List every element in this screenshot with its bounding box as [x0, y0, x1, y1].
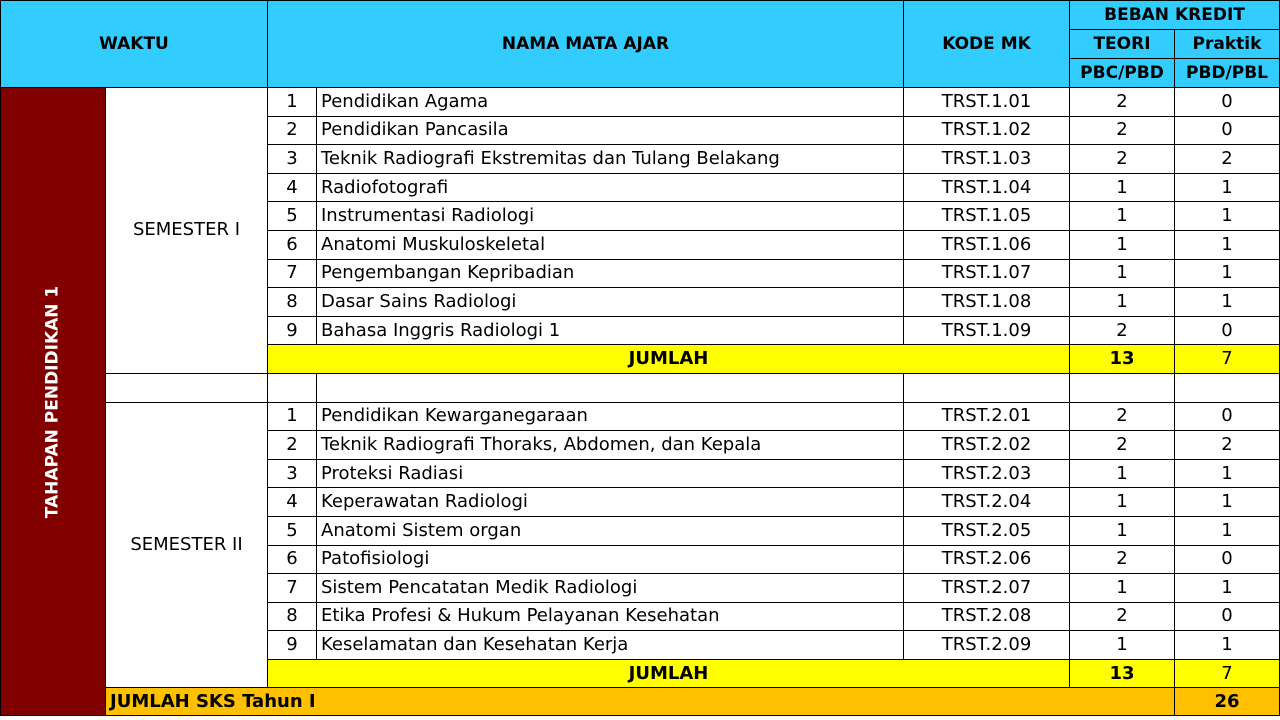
- row-number: 3: [268, 459, 317, 488]
- course-code: TRST.1.05: [904, 202, 1070, 231]
- jumlah-praktik: 7: [1175, 659, 1280, 688]
- praktik-value: 1: [1175, 516, 1280, 545]
- teori-value: 1: [1070, 516, 1175, 545]
- row-number: 2: [268, 116, 317, 145]
- course-code: TRST.1.07: [904, 259, 1070, 288]
- row-number: 4: [268, 488, 317, 517]
- course-name: Pendidikan Kewarganegaraan: [317, 402, 904, 431]
- praktik-value: 1: [1175, 488, 1280, 517]
- row-number: 4: [268, 173, 317, 202]
- teori-value: 2: [1070, 602, 1175, 631]
- row-number: 5: [268, 202, 317, 231]
- teori-value: 1: [1070, 202, 1175, 231]
- course-name: Sistem Pencatatan Medik Radiologi: [317, 574, 904, 603]
- row-number: 5: [268, 516, 317, 545]
- course-code: TRST.1.09: [904, 316, 1070, 345]
- course-name: Keperawatan Radiologi: [317, 488, 904, 517]
- course-name: Instrumentasi Radiologi: [317, 202, 904, 231]
- teori-value: 1: [1070, 173, 1175, 202]
- teori-value: 1: [1070, 459, 1175, 488]
- teori-value: 2: [1070, 116, 1175, 145]
- praktik-value: 1: [1175, 259, 1280, 288]
- jumlah-label: JUMLAH: [268, 659, 1070, 688]
- tahapan-cell: [1, 88, 106, 716]
- course-name: Anatomi Sistem organ: [317, 516, 904, 545]
- tahapan-label: TAHAPAN PENDIDIKAN 1: [42, 285, 63, 518]
- praktik-value: 0: [1175, 316, 1280, 345]
- empty-cell: [317, 373, 904, 402]
- praktik-value: 0: [1175, 602, 1280, 631]
- praktik-value: 0: [1175, 545, 1280, 574]
- course-name: Keselamatan dan Kesehatan Kerja: [317, 631, 904, 660]
- course-code: TRST.2.02: [904, 431, 1070, 460]
- teori-value: 2: [1070, 88, 1175, 117]
- course-code: TRST.2.03: [904, 459, 1070, 488]
- praktik-value: 2: [1175, 431, 1280, 460]
- empty-cell: [1175, 373, 1280, 402]
- praktik-value: 0: [1175, 402, 1280, 431]
- row-number: 6: [268, 230, 317, 259]
- teori-value: 2: [1070, 431, 1175, 460]
- teori-value: 2: [1070, 145, 1175, 174]
- praktik-value: 2: [1175, 145, 1280, 174]
- teori-value: 1: [1070, 631, 1175, 660]
- row-number: 1: [268, 402, 317, 431]
- table-row: [1, 88, 1280, 117]
- course-code: TRST.1.02: [904, 116, 1070, 145]
- course-code: TRST.2.06: [904, 545, 1070, 574]
- header-praktik-sub: PBD/PBL: [1175, 59, 1280, 88]
- teori-value: 1: [1070, 488, 1175, 517]
- row-number: 7: [268, 574, 317, 603]
- header-kode-mk: KODE MK: [904, 1, 1070, 88]
- course-name: Pengembangan Kepribadian: [317, 259, 904, 288]
- row-number: 8: [268, 602, 317, 631]
- course-name: Pendidikan Pancasila: [317, 116, 904, 145]
- row-number: 9: [268, 316, 317, 345]
- teori-value: 1: [1070, 574, 1175, 603]
- header-teori-sub: PBC/PBD: [1070, 59, 1175, 88]
- spacer-row: [1, 373, 1280, 402]
- jumlah-teori: 13: [1070, 345, 1175, 374]
- course-code: TRST.1.08: [904, 288, 1070, 317]
- teori-value: 2: [1070, 316, 1175, 345]
- course-name: Anatomi Muskuloskeletal: [317, 230, 904, 259]
- praktik-value: 1: [1175, 230, 1280, 259]
- praktik-value: 1: [1175, 202, 1280, 231]
- course-code: TRST.2.07: [904, 574, 1070, 603]
- course-name: Teknik Radiografi Thoraks, Abdomen, dan Kepala: [317, 431, 904, 460]
- praktik-value: 1: [1175, 574, 1280, 603]
- teori-value: 1: [1070, 230, 1175, 259]
- teori-value: 1: [1070, 288, 1175, 317]
- course-name: Patofisiologi: [317, 545, 904, 574]
- header-beban-kredit: BEBAN KREDIT: [1070, 1, 1280, 30]
- jumlah-teori: 13: [1070, 659, 1175, 688]
- semester-1-label: SEMESTER I: [106, 88, 268, 374]
- row-number: 7: [268, 259, 317, 288]
- header-praktik: Praktik: [1175, 30, 1280, 59]
- teori-value: 2: [1070, 545, 1175, 574]
- course-name: Bahasa Inggris Radiologi 1: [317, 316, 904, 345]
- table-row: [1, 402, 1280, 431]
- course-name: Dasar Sains Radiologi: [317, 288, 904, 317]
- header-teori: TEORI: [1070, 30, 1175, 59]
- course-name: Proteksi Radiasi: [317, 459, 904, 488]
- row-number: 9: [268, 631, 317, 660]
- row-number: 3: [268, 145, 317, 174]
- header-nama-mata-ajar: NAMA MATA AJAR: [268, 1, 904, 88]
- course-code: TRST.1.06: [904, 230, 1070, 259]
- praktik-value: 0: [1175, 116, 1280, 145]
- course-code: TRST.1.03: [904, 145, 1070, 174]
- course-code: TRST.2.09: [904, 631, 1070, 660]
- row-number: 2: [268, 431, 317, 460]
- praktik-value: 1: [1175, 459, 1280, 488]
- jumlah-praktik: 7: [1175, 345, 1280, 374]
- course-name: Pendidikan Agama: [317, 88, 904, 117]
- empty-cell: [106, 373, 268, 402]
- total-teori: 26: [1175, 688, 1280, 716]
- course-name: Radiofotografi: [317, 173, 904, 202]
- course-code: TRST.2.04: [904, 488, 1070, 517]
- empty-cell: [904, 373, 1070, 402]
- praktik-value: 1: [1175, 288, 1280, 317]
- total-row: [1, 688, 1280, 716]
- praktik-value: 0: [1175, 88, 1280, 117]
- teori-value: 2: [1070, 402, 1175, 431]
- praktik-value: 1: [1175, 173, 1280, 202]
- course-name: Teknik Radiografi Ekstremitas dan Tulang Belakang: [317, 145, 904, 174]
- course-code: TRST.2.08: [904, 602, 1070, 631]
- jumlah-label: JUMLAH: [268, 345, 1070, 374]
- praktik-value: 1: [1175, 631, 1280, 660]
- course-code: TRST.1.04: [904, 173, 1070, 202]
- semester-2-label: SEMESTER II: [106, 402, 268, 688]
- row-number: 1: [268, 88, 317, 117]
- total-label: JUMLAH SKS Tahun I: [106, 688, 1175, 716]
- course-code: TRST.2.01: [904, 402, 1070, 431]
- course-code: TRST.2.05: [904, 516, 1070, 545]
- course-code: TRST.1.01: [904, 88, 1070, 117]
- empty-cell: [1070, 373, 1175, 402]
- row-number: 6: [268, 545, 317, 574]
- header-waktu: WAKTU: [1, 1, 268, 88]
- empty-cell: [268, 373, 317, 402]
- teori-value: 1: [1070, 259, 1175, 288]
- row-number: 8: [268, 288, 317, 317]
- course-name: Etika Profesi & Hukum Pelayanan Kesehatan: [317, 602, 904, 631]
